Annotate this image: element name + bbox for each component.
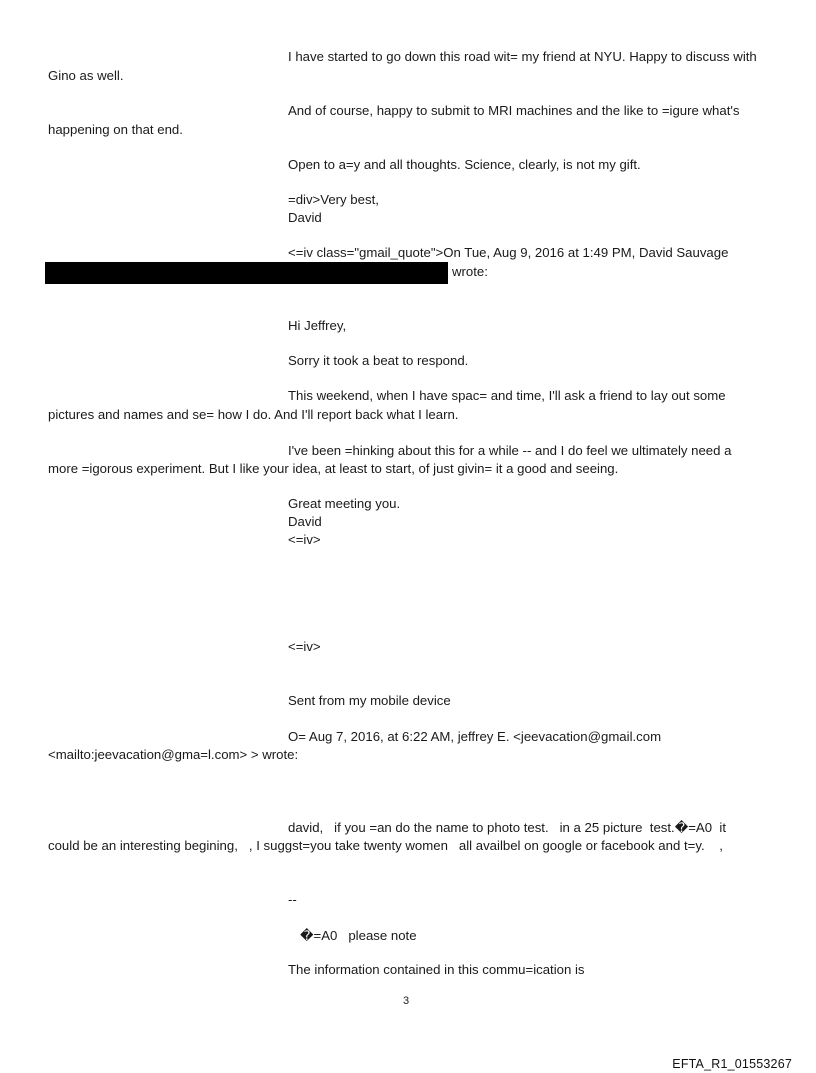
email-text-line: could be an interesting begining, , I suggst=you take twenty women all availbel on google or facebook and t=y. , (48, 838, 723, 853)
markup-line: <=iv> (288, 639, 321, 654)
redaction-bar (45, 262, 448, 284)
email-text-line: Sent from my mobile device (288, 693, 451, 708)
email-text-line: This weekend, when I have spac= and time, I'll ask a friend to lay out some (288, 388, 726, 403)
email-text-line: �=A0 please note (300, 928, 417, 943)
quote-header-line: wrote: (452, 264, 488, 279)
email-text-line: happening on that end. (48, 122, 183, 137)
email-text-line: I've been =hinking about this for a while -- and I do feel we ultimately need a (288, 443, 732, 458)
quote-header-line: O= Aug 7, 2016, at 6:22 AM, jeffrey E. <jeevacation@gmail.com (288, 729, 662, 744)
email-greeting: Hi Jeffrey, (288, 318, 347, 333)
email-text-line: I have started to go down this road wit= my friend at NYU. Happy to discuss with (288, 49, 757, 64)
email-text-line: The information contained in this commu=ication is (288, 962, 585, 977)
email-text-line: And of course, happy to submit to MRI machines and the like to =igure what's (288, 103, 740, 118)
signature-line: David (288, 514, 322, 529)
email-text-line: Open to a=y and all thoughts. Science, clearly, is not my gift. (288, 157, 641, 172)
separator-text: -- (288, 892, 297, 907)
quote-header-line: <=iv class="gmail_quote">On Tue, Aug 9, 2016 at 1:49 PM, David Sauvage (288, 245, 729, 260)
page-number: 3 (403, 995, 410, 1007)
document-id: EFTA_R1_01553267 (672, 1057, 792, 1071)
email-text-line: Sorry it took a beat to respond. (288, 353, 469, 368)
signature-line: Great meeting you. (288, 496, 401, 511)
signature-line: =div>Very best, (288, 192, 379, 207)
signature-line: David (288, 210, 322, 225)
email-text-line: pictures and names and se= how I do. And I'll report back what I learn. (48, 407, 459, 422)
email-text-line: more =igorous experiment. But I like your idea, at least to start, of just givin= it a good and seeing. (48, 461, 619, 476)
email-text-line: david, if you =an do the name to photo test. in a 25 picture test.�=A0 it (288, 820, 726, 835)
quote-header-line: <mailto:jeevacation@gma=l.com> > wrote: (48, 747, 299, 762)
email-text-line: Gino as well. (48, 68, 124, 83)
markup-line: <=iv> (288, 532, 321, 547)
